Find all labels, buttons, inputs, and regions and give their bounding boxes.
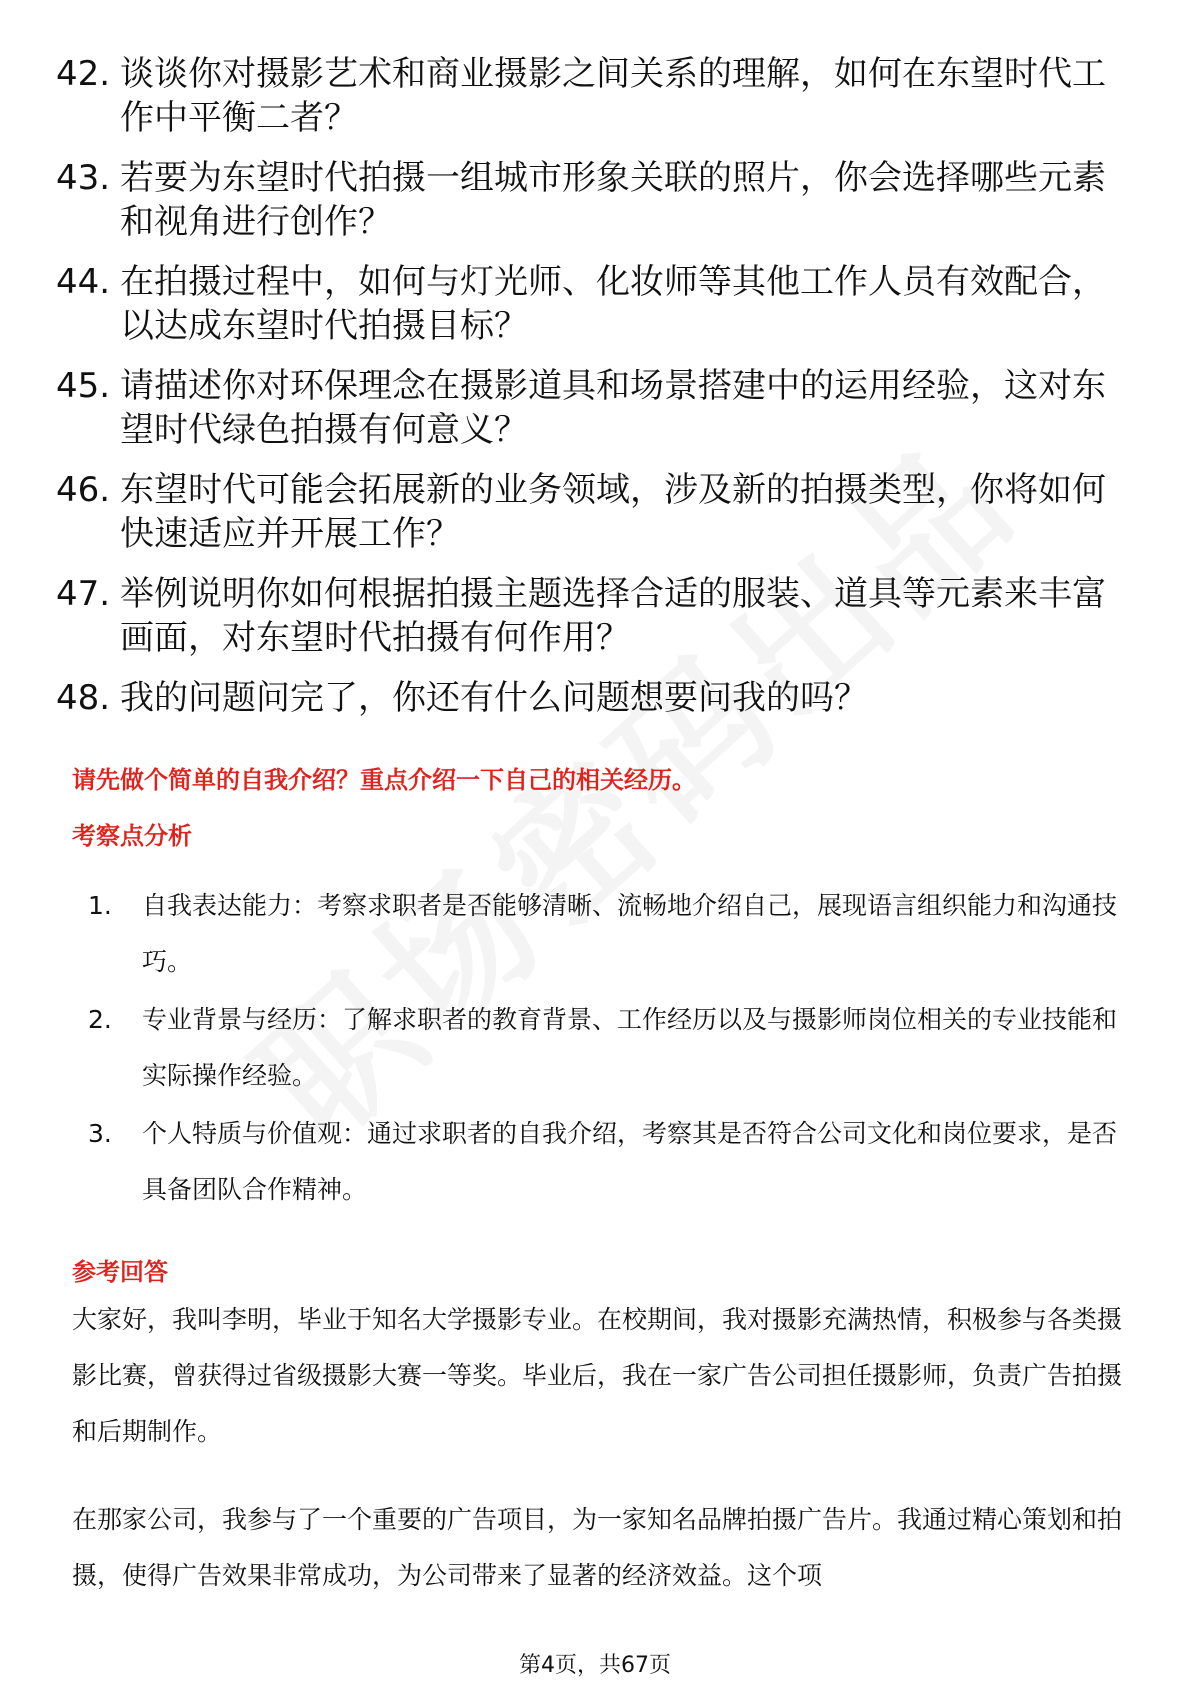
- analysis-point-text: 自我表达能力：考察求职者是否能够清晰、流畅地介绍自己，展现语言组织能力和沟通技巧。: [142, 891, 1118, 976]
- answer-paragraph: 在那家公司，我参与了一个重要的广告项目，为一家知名品牌拍摄广告片。我通过精心策划和拍摄，使得广告效果非常成功，为公司带来了显著的经济效益。这个项: [72, 1505, 1123, 1590]
- question-text: 谈谈你对摄影艺术和商业摄影之间关系的理解，如何在东望时代工作中平衡二者？: [120, 54, 1106, 138]
- question-item: [56, 572, 1136, 660]
- question-number: 42.: [56, 54, 111, 94]
- question-item: [56, 364, 1136, 452]
- question-text: 举例说明你如何根据拍摄主题选择合适的服装、道具等元素来丰富画面，对东望时代拍摄有何作用？: [120, 574, 1106, 658]
- analysis-point-text: 个人特质与价值观：通过求职者的自我介绍，考察其是否符合公司文化和岗位要求，是否具备团队合作精神。: [142, 1119, 1118, 1204]
- question-number: 48.: [56, 678, 111, 718]
- question-item: [56, 676, 1136, 720]
- question-number: 43.: [56, 158, 111, 198]
- question-number: 47.: [56, 574, 111, 614]
- question-number: 46.: [56, 470, 111, 510]
- question-list: [56, 52, 1136, 736]
- question-number: 45.: [56, 366, 111, 406]
- analysis-point-number: 3.: [88, 1119, 112, 1148]
- answer-paragraph: 大家好，我叫李明，毕业于知名大学摄影专业。在校期间，我对摄影充满热情，积极参与各类摄影比赛，曾获得过省级摄影大赛一等奖。毕业后，我在一家广告公司担任摄影师，负责广告拍摄和后期制作。: [72, 1305, 1123, 1446]
- question-text: 请描述你对环保理念在摄影道具和场景搭建中的运用经验，这对东望时代绿色拍摄有何意义？: [120, 366, 1106, 450]
- question-text: 我的问题问完了，你还有什么问题想要问我的吗？: [120, 678, 868, 718]
- analysis-heading: 考察点分析: [72, 822, 192, 850]
- question-item: [56, 52, 1136, 140]
- analysis-point: [72, 1106, 1122, 1218]
- analysis-point-text: 专业背景与经历：了解求职者的教育背景、工作经历以及与摄影师岗位相关的专业技能和实际操作经验。: [142, 1005, 1118, 1090]
- analysis-point: [72, 878, 1122, 990]
- featured-question: 请先做个简单的自我介绍？重点介绍一下自己的相关经历。: [72, 766, 696, 794]
- question-item: [56, 260, 1136, 348]
- question-item: [56, 468, 1136, 556]
- page-footer: 第4页，共67页: [519, 1653, 671, 1678]
- question-text: 东望时代可能会拓展新的业务领域，涉及新的拍摄类型，你将如何快速适应并开展工作？: [120, 470, 1106, 554]
- question-text: 若要为东望时代拍摄一组城市形象关联的照片，你会选择哪些元素和视角进行创作？: [120, 158, 1106, 242]
- answer-heading: 参考回答: [72, 1258, 168, 1286]
- question-text: 在拍摄过程中，如何与灯光师、化妆师等其他工作人员有效配合，以达成东望时代拍摄目标？: [120, 262, 1106, 346]
- analysis-point-number: 1.: [88, 891, 112, 920]
- question-item: [56, 156, 1136, 244]
- analysis-point-number: 2.: [88, 1005, 112, 1034]
- analysis-point: [72, 992, 1122, 1104]
- analysis-list: [72, 878, 1122, 1220]
- question-number: 44.: [56, 262, 111, 302]
